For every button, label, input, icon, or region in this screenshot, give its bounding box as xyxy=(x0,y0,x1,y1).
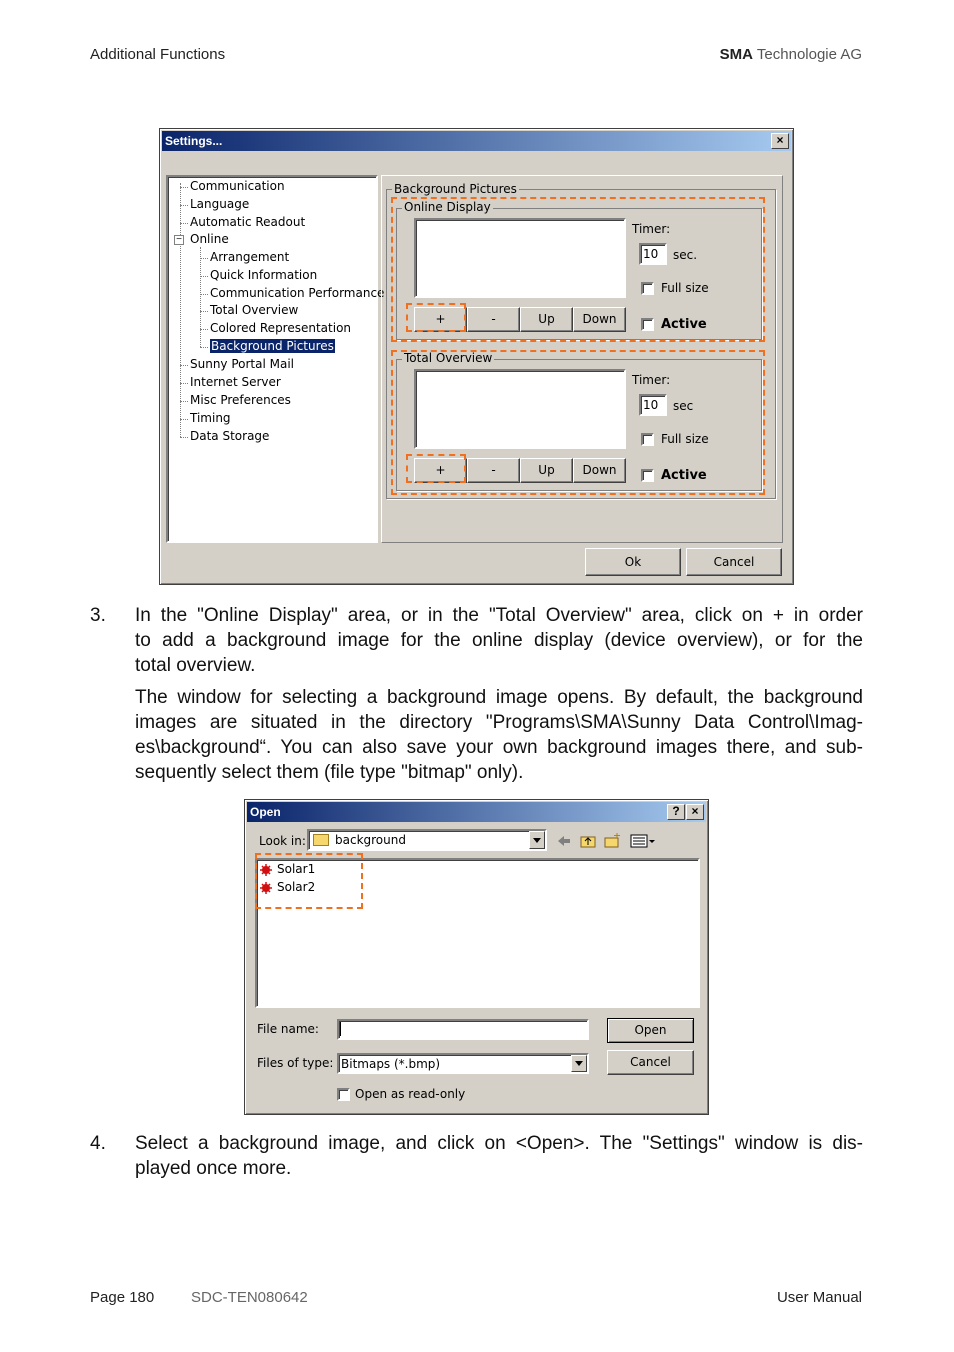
tree-item-total-overview[interactable]: Total Overview xyxy=(210,303,299,317)
file-item-solar1[interactable]: Solar1 xyxy=(277,862,316,876)
open-titlebar xyxy=(247,802,706,822)
file-name-input[interactable] xyxy=(337,1019,589,1040)
settings-tree[interactable] xyxy=(166,175,385,543)
look-in-select[interactable] xyxy=(307,829,547,851)
files-of-type-select[interactable] xyxy=(337,1053,589,1074)
total-down-button[interactable]: Down xyxy=(573,458,626,483)
look-in-label: Look in: xyxy=(259,834,306,848)
look-in-value: background xyxy=(335,833,406,847)
total-add-button[interactable]: + xyxy=(414,458,467,483)
tree-connector xyxy=(200,294,208,295)
step-3-detail-line: sequently select them (file type "bitmap" only). xyxy=(135,762,524,783)
read-only-checkbox[interactable] xyxy=(337,1088,350,1101)
online-timer-input[interactable]: 10 xyxy=(639,243,667,265)
running-header-right xyxy=(720,46,862,63)
help-icon[interactable]: ? xyxy=(667,804,685,820)
chevron-down-glyph xyxy=(572,1056,586,1071)
step-3-line: In the "Online Display" area, or in the "Total Overview" area, click on + in order xyxy=(135,605,863,626)
step-4-line: Select a background image, and click on <Open>. The "Settings" window is dis- xyxy=(135,1133,863,1154)
step-4-line: played once more. xyxy=(135,1158,292,1179)
tree-item-online[interactable]: Online xyxy=(190,232,229,246)
tree-connector xyxy=(200,247,201,347)
tree-connector xyxy=(180,187,188,188)
settings-dialog xyxy=(159,128,794,585)
text-cursor xyxy=(340,1022,341,1036)
online-down-button[interactable]: Down xyxy=(573,307,626,332)
read-only-label: Open as read-only xyxy=(355,1087,466,1101)
step-3-detail-line: The window for selecting a background image opens. By default, the background xyxy=(135,687,863,708)
total-active-label: Active xyxy=(661,468,707,483)
brand-name: SMA xyxy=(719,46,754,63)
files-highlight xyxy=(255,853,363,909)
total-up-button[interactable]: Up xyxy=(520,458,573,483)
online-display-label: Online Display xyxy=(404,200,491,214)
chevron-down-icon[interactable] xyxy=(529,831,545,849)
tree-item-internet-server[interactable]: Internet Server xyxy=(190,375,281,389)
tree-connector xyxy=(180,419,188,420)
tree-item-colored-representation[interactable]: Colored Representation xyxy=(210,321,352,335)
tree-item-arrangement[interactable]: Arrangement xyxy=(210,250,290,264)
tree-connector xyxy=(200,329,208,330)
folder-icon xyxy=(313,834,329,846)
step-3-line: to add a background image for the online display (device overview), or for the xyxy=(135,630,863,651)
tree-item-automatic-readout[interactable]: Automatic Readout xyxy=(190,215,306,229)
collapse-icon[interactable]: − xyxy=(174,235,184,245)
online-timer-unit: sec. xyxy=(673,248,698,262)
total-add-highlight xyxy=(406,454,466,483)
tree-connector xyxy=(180,437,188,438)
back-arrow-glyph xyxy=(555,832,573,850)
total-full-size-label: Full size xyxy=(661,432,709,446)
tree-item-timing[interactable]: Timing xyxy=(190,411,231,425)
running-header-left: Additional Functions xyxy=(90,46,226,63)
up-folder-icon[interactable] xyxy=(579,832,597,850)
online-full-size-label: Full size xyxy=(661,281,709,295)
footer-right: User Manual xyxy=(776,1289,862,1306)
document-id: SDC-TEN080642 xyxy=(191,1289,308,1306)
tree-connector xyxy=(180,365,188,366)
step-3-line: total overview. xyxy=(135,655,256,676)
step-3-instruction xyxy=(135,603,863,678)
step-3-number: 3. xyxy=(90,605,106,626)
chevron-down-icon[interactable] xyxy=(571,1055,587,1072)
tree-connector xyxy=(180,223,188,224)
tree-item-communication-performance[interactable]: Communication Performance xyxy=(210,286,385,300)
files-of-type-value: Bitmaps (*.bmp) xyxy=(341,1057,441,1071)
settings-title: Settings... xyxy=(165,134,223,148)
step-3-detail-line: es\background“. You can also save your own background images there, and sub- xyxy=(135,737,863,758)
files-of-type-label: Files of type: xyxy=(257,1056,334,1070)
file-name-label: File name: xyxy=(257,1022,319,1036)
tree-connector xyxy=(200,258,208,259)
back-icon[interactable] xyxy=(555,832,573,850)
online-up-button[interactable]: Up xyxy=(520,307,573,332)
open-title: Open xyxy=(250,805,281,819)
brand-suffix: Technologie AG xyxy=(756,46,862,63)
online-remove-button[interactable]: - xyxy=(467,307,520,332)
tree-connector xyxy=(200,347,208,348)
view-menu-glyph xyxy=(629,832,657,850)
total-timer-unit: sec xyxy=(673,399,694,413)
tree-connector xyxy=(180,183,181,437)
tree-item-language[interactable]: Language xyxy=(190,197,250,211)
new-folder-icon[interactable] xyxy=(603,832,621,850)
tree-connector xyxy=(180,205,188,206)
online-active-label: Active xyxy=(661,317,707,332)
tree-connector xyxy=(180,401,188,402)
online-timer-label: Timer: xyxy=(632,222,671,236)
open-button[interactable]: Open xyxy=(607,1018,694,1043)
chevron-down-glyph xyxy=(530,832,544,848)
open-cancel-button[interactable]: Cancel xyxy=(607,1050,694,1075)
ok-button[interactable]: Ok xyxy=(585,548,681,576)
page-number: Page 180 xyxy=(90,1289,155,1306)
tree-item-data-storage[interactable]: Data Storage xyxy=(190,429,270,443)
close-icon[interactable]: × xyxy=(686,804,704,820)
total-overview-label: Total Overview xyxy=(404,351,493,365)
close-icon[interactable]: × xyxy=(771,133,789,149)
total-timer-input[interactable]: 10 xyxy=(639,394,667,416)
tree-connector xyxy=(200,276,208,277)
view-menu-icon[interactable] xyxy=(629,832,657,850)
step-3-detail xyxy=(135,685,863,785)
step-3-detail-line: images are situated in the directory "Programs\SMA\Sunny Data Control\Imag- xyxy=(135,712,863,733)
tree-item-sunny-portal-mail[interactable]: Sunny Portal Mail xyxy=(190,357,295,371)
up-folder-glyph xyxy=(579,832,597,850)
cancel-button[interactable]: Cancel xyxy=(686,548,782,576)
total-timer-label: Timer: xyxy=(632,373,671,387)
new-folder-glyph xyxy=(603,832,621,850)
tree-item-communication[interactable]: Communication xyxy=(190,179,285,193)
online-add-button[interactable]: + xyxy=(414,307,467,332)
step-4-instruction xyxy=(135,1131,863,1181)
open-dialog xyxy=(244,799,709,1115)
tree-item-misc-preferences[interactable]: Misc Preferences xyxy=(190,393,291,407)
online-add-highlight xyxy=(406,303,466,332)
tree-item-background-pictures[interactable]: Background Pictures xyxy=(211,339,334,353)
background-pictures-label: Background Pictures xyxy=(394,182,517,196)
tree-connector xyxy=(180,383,188,384)
settings-titlebar xyxy=(162,131,791,151)
step-4-number: 4. xyxy=(90,1133,106,1154)
tree-connector xyxy=(200,311,208,312)
tree-item-quick-information[interactable]: Quick Information xyxy=(210,268,318,282)
total-remove-button[interactable]: - xyxy=(467,458,520,483)
file-item-solar2[interactable]: Solar2 xyxy=(277,880,316,894)
